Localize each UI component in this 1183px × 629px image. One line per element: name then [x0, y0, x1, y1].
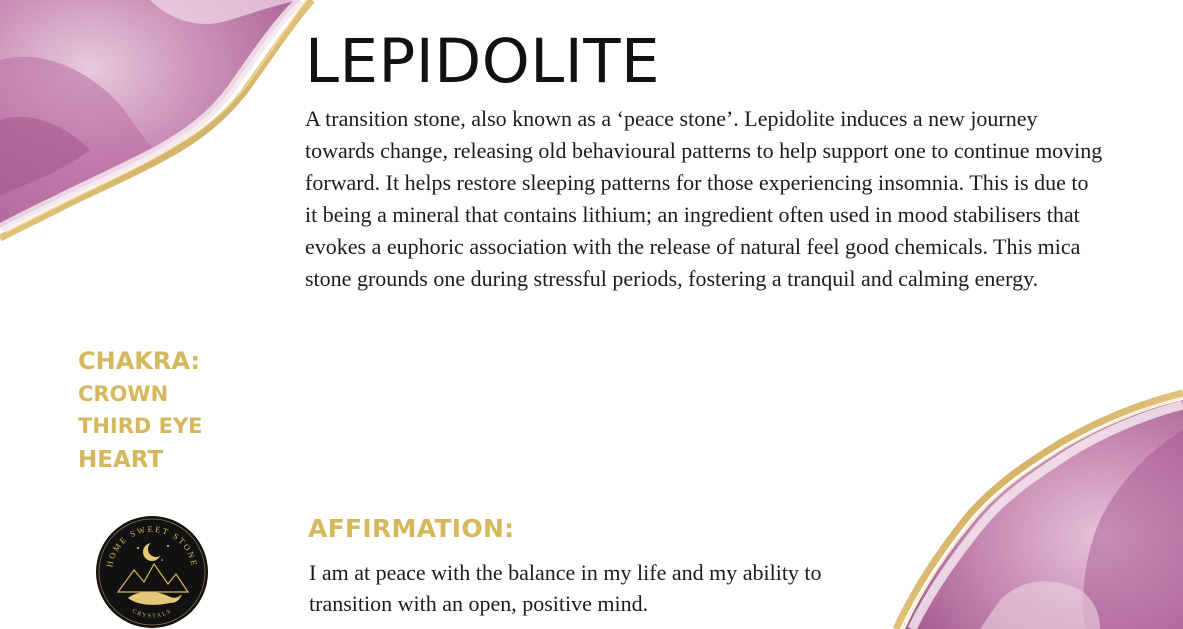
- affirmation-text: I am at peace with the balance in my life and my ability to transition with an open, positive mind.: [309, 560, 822, 616]
- chakra-item-third-eye: THIRD EYE: [78, 414, 203, 438]
- chakra-section: [78, 344, 203, 478]
- stone-description: A transition stone, also known as a ‘peace stone’. Lepidolite induces a new journey towards change, releasing old behavioural patterns to help support one to continue moving forward. It helps restore sleeping patterns for those experiencing insomnia. This is due to it being a mineral that contains lithium; an ingredient often used in mood stabilisers that evokes a euphoric association with the release of natural feel good chemicals. This mica stone grounds one during stressful periods, fostering a tranquil and calming energy.: [305, 106, 1103, 291]
- chakra-item-crown: CROWN: [78, 382, 169, 406]
- chakra-item-heart: HEART: [78, 447, 164, 473]
- page-title: LEPIDOLITE: [305, 26, 661, 97]
- top-left-agate: [0, 0, 312, 238]
- bottom-right-agate: [896, 393, 1183, 629]
- logo-bottom-text: CRYSTALS: [131, 608, 173, 620]
- chakra-heading: CHAKRA:: [78, 347, 200, 375]
- logo-top-text: HOME SWEET STONE: [104, 523, 200, 569]
- affirmation-heading: AFFIRMATION:: [308, 514, 515, 543]
- home-sweet-stone-logo: [90, 512, 214, 629]
